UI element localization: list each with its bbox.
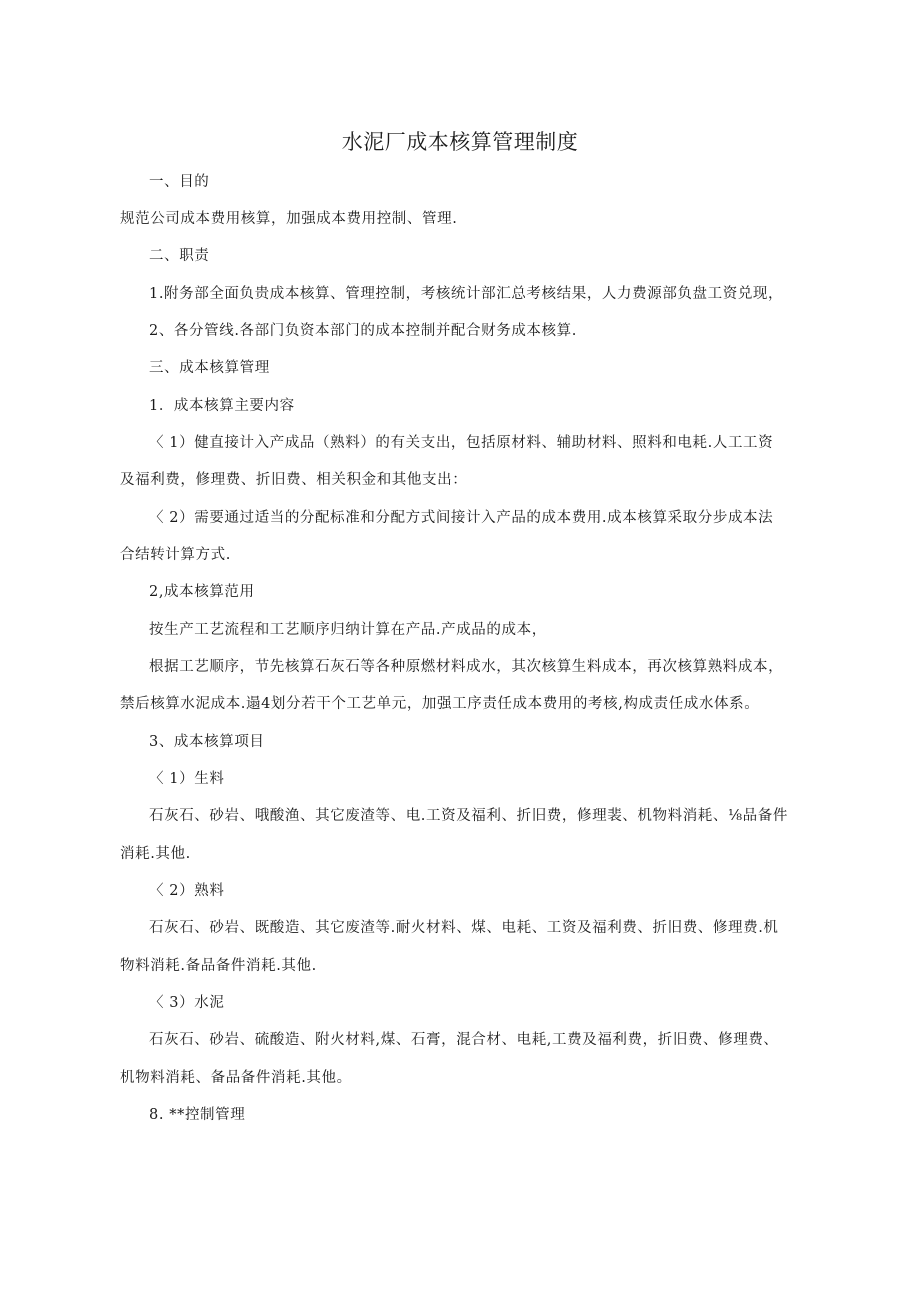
- paragraph-line: 〈 2）需要通过适当的分配标准和分配方式间接计入产品的成本费用.成本核算采取分步成本法: [149, 510, 774, 526]
- paragraph-line: 1.附务部全面负贵成本核算、管理控制，考核统计部汇总考核结果，人力费源部负盘工资兑现，: [149, 286, 784, 302]
- section-heading-purpose: 一、目的: [149, 174, 210, 190]
- paragraph-line: 根据工艺顺序，节先核算石灰石等各种原燃材料成水，其次核算生料成本，再次核算熟料成本，: [149, 659, 784, 675]
- section-heading-management: 三、成本核算管理: [149, 360, 270, 376]
- subsection-heading: 2,成本核算范用: [149, 584, 255, 600]
- paragraph-line: 及福利费，修理费、折旧费、相关积金和其他支出：: [120, 472, 468, 488]
- paragraph-line: 2、各分管线.各部门负资本部门的成本控制并配合财务成本核算.: [149, 323, 577, 339]
- item-heading: 〈 2）熟料: [149, 883, 225, 899]
- paragraph-line: 机物料消耗、备品备件消耗.其他。: [120, 1070, 352, 1086]
- document-title: 水泥厂成本核算管理制度: [341, 130, 579, 154]
- item-heading: 〈 3）水泥: [149, 995, 225, 1011]
- section-heading-duties: 二、职责: [149, 248, 210, 264]
- subsection-heading: 1．成本核算主要内容: [149, 398, 295, 414]
- paragraph-line: 禁后核算水泥成本.遢4划分若干个工艺单元，加强工序责任成本费用的考核,构成责任成水体系。: [120, 696, 760, 712]
- paragraph-line: 规范公司成本费用核算，加强成本费用控制、管理.: [120, 211, 458, 227]
- paragraph-line: 石灰石、砂岩、哦酸渔、其它废渣等、电.工资及福利、折旧费，修理裴、机物料消耗、⅛品备件: [149, 808, 788, 824]
- item-heading: 〈 1）生料: [149, 771, 225, 787]
- paragraph-line: 石灰石、砂岩、硫酸造、附火材料,煤、石膏，混合材、电耗,工费及福利费，折旧费、修理费、: [149, 1032, 779, 1048]
- paragraph-line: 合结转计算方式.: [120, 547, 231, 563]
- paragraph-line: 物料消耗.备品备件消耗.其他.: [120, 958, 317, 974]
- paragraph-line: 消耗.其他.: [120, 846, 191, 862]
- subsection-heading: 3、成本核算项目: [149, 734, 265, 750]
- subsection-heading: 8. **控制管理: [149, 1107, 246, 1123]
- paragraph-line: 〈 1）健直接计入产成品（熟料）的有关支出，包括原材料、辅助材料、照料和电耗.人工工资: [149, 435, 774, 451]
- paragraph-line: 按生产工艺流程和工艺顺序归纳计算在产品.产成品的成本，: [149, 622, 547, 638]
- paragraph-line: 石灰石、砂岩、既酸造、其它废渣等.耐火材料、煤、电耗、工资及福利费、折旧费、修理费.机: [149, 920, 779, 936]
